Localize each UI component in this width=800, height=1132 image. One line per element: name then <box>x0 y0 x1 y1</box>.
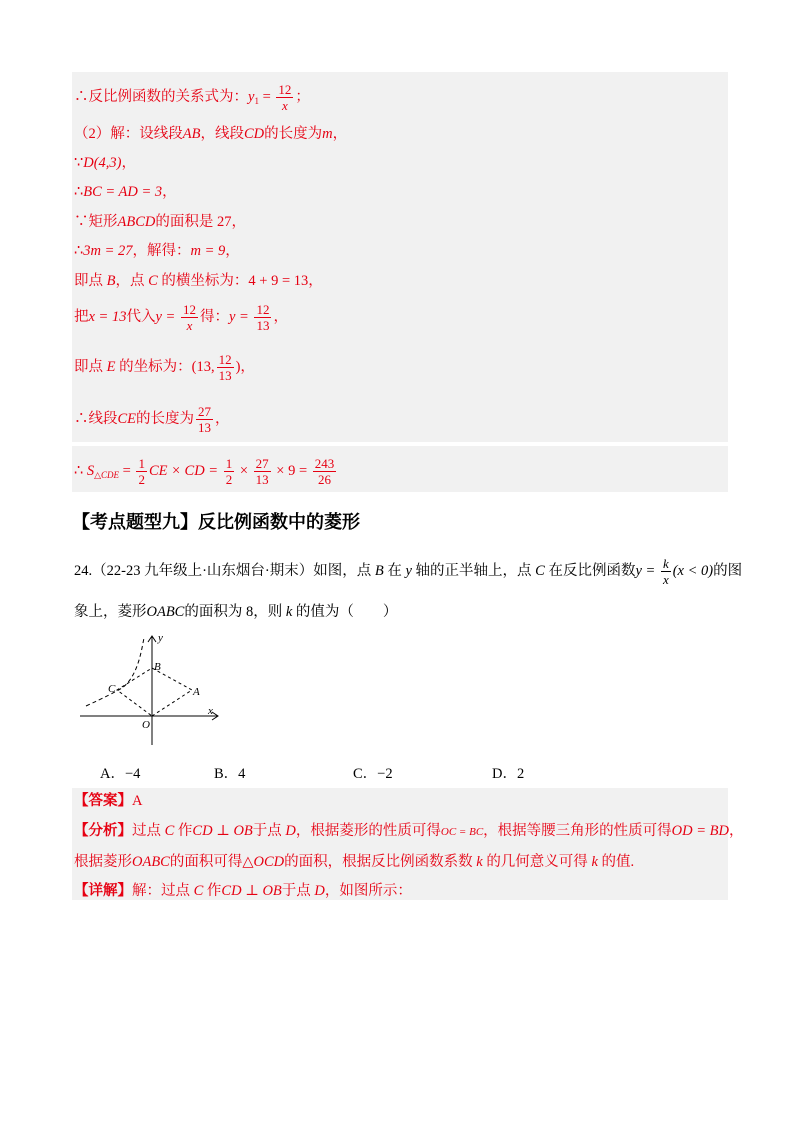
option-c[interactable]: C．−2 <box>353 766 393 782</box>
fraction: $\frac{k}{x}$ <box>662 556 669 587</box>
fraction: $\frac{1}{2}$ <box>138 456 145 487</box>
solution-line-11: ∴ $S_{\triangle CDE}$ = $\frac{1}{2}$ CE × CD = $\frac{1}{2}$ × $\frac{27}{13}$ × 9 = $\frac{243}{26}$ <box>74 456 335 487</box>
solution-line-8: 把x = 13代入y = $\frac{12}{x}$ 得：y = $\frac{12}{13}$ ， <box>74 302 288 333</box>
fraction: $\frac{12}{13}$ <box>218 352 232 383</box>
label-A: A <box>193 686 200 698</box>
fraction: $\frac{27}{13}$ <box>255 456 269 487</box>
label-x: x <box>208 705 213 717</box>
solution-line-10: ∴线段CE的长度为 $\frac{27}{13}$ ， <box>74 404 230 435</box>
hyperbola-curve <box>86 638 144 706</box>
question-line-1: 24.（22-23 九年级上·山东烟台·期末）如图，点 B 在 y 轴的正半轴上，点 C 在反比例函数y = $\frac{k}{x}$ (x < 0)的图 <box>74 556 743 587</box>
fraction: $\frac{27}{13}$ <box>198 404 212 435</box>
option-d[interactable]: D．2 <box>492 766 525 782</box>
analysis-line-1: 【分析】过点 C 作CD ⊥ OB于点 D，根据菱形的性质可得OC = BC，根据等腰三角形的性质可得OD = BD， <box>74 823 744 839</box>
rhombus-OABC <box>117 668 192 716</box>
solution-line-3: ∵D(4,3)， <box>74 155 136 171</box>
fraction: $\frac{12}{x}$ <box>182 302 196 333</box>
fraction: $\frac{1}{2}$ <box>225 456 233 487</box>
solution-line-5: ∵矩形ABCD的面积是 27， <box>74 214 246 230</box>
solution-line-9: 即点 E 的坐标为：(13, $\frac{12}{13}$ )， <box>74 352 255 383</box>
solution-line-2: （2）解：设线段AB，线段CD的长度为m， <box>74 126 348 142</box>
solution-line-6: ∴3m = 27，解得：m = 9， <box>74 243 240 259</box>
analysis-line-2: 根据菱形OABC的面积可得△OCD的面积，根据反比例函数系数 k 的几何意义可得 k 的值. <box>74 854 635 870</box>
fraction: $\frac{12}{13}$ <box>256 302 270 333</box>
rhombus-figure <box>72 628 232 753</box>
option-a[interactable]: A．−4 <box>100 766 141 782</box>
label-B: B <box>154 661 161 673</box>
label-C: C <box>108 683 116 695</box>
detail-line: 【详解】解：过点 C 作CD ⊥ OB于点 D，如图所示： <box>74 883 412 899</box>
answer-line: 【答案】A <box>74 793 143 809</box>
solution-line-4: ∴BC = AD = 3， <box>74 184 177 200</box>
fraction: $\frac{243}{26}$ <box>314 456 335 487</box>
solution-line-7: 即点 B，点 C 的横坐标为：4 + 9 = 13， <box>74 273 323 289</box>
question-line-2: 象上，菱形OABC的面积为 8，则 k 的值为（ ） <box>74 604 398 620</box>
label-y: y <box>158 632 163 644</box>
section-title: 【考点题型九】反比例函数中的菱形 <box>72 512 360 533</box>
solution-line-1: ∴反比例函数的关系式为：$y_1$ = $\frac{12}{x}$ ； <box>74 82 310 113</box>
fraction: $\frac{12}{x}$ <box>278 82 292 113</box>
option-b[interactable]: B．4 <box>214 766 246 782</box>
label-O: O <box>142 719 150 731</box>
